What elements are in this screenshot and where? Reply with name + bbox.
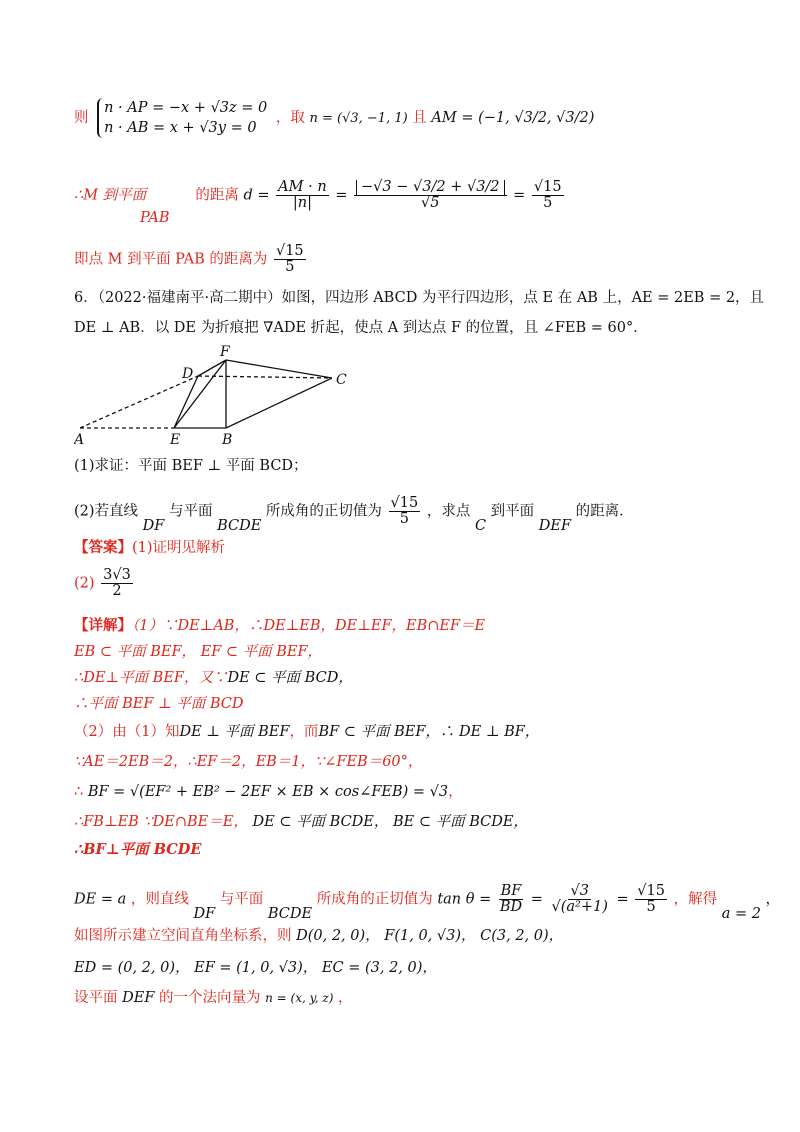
edge-df (198, 360, 226, 376)
text: 的距离． (575, 503, 634, 520)
equation-system (97, 98, 267, 138)
detail-12b: EF = (1, 0, √3)， (194, 960, 318, 976)
text: ，求点 (426, 503, 471, 520)
detail-3b: DE ⊂ 平面 BCD， (227, 670, 353, 686)
frac-den: 5 (646, 899, 656, 915)
text-conclusion: 即点 M 到平面 PAB 的距离为 (74, 251, 268, 268)
text-distance: 的距离 (195, 187, 239, 204)
detail-line-1 (74, 616, 485, 636)
fraction-tan (389, 496, 421, 527)
detail-label: 【详解】 (74, 617, 132, 634)
frac-den: 5 (399, 511, 409, 527)
detail-13d: n = (x, y, z) (265, 991, 334, 1005)
label-b: B (222, 432, 233, 448)
detail-10f: 所成角的正切值为 (316, 891, 433, 908)
fraction-abs (354, 180, 507, 211)
detail-7c: ， (448, 784, 463, 800)
text-df: DF (142, 517, 165, 534)
answer-2 (74, 568, 135, 599)
detail-3 (74, 668, 353, 688)
detail-5b: DE ⊥ 平面 BEF (179, 724, 290, 740)
detail-8 (74, 812, 528, 832)
answer-label: 【答案】 (74, 539, 132, 556)
frac-den: |n| (292, 195, 312, 211)
detail-13 (74, 988, 353, 1008)
abs-value: −√3 − √3/2 + √3/2 (356, 180, 505, 195)
edge-bc (226, 378, 332, 428)
detail-5e: ，∴ DE ⊥ BF， (425, 724, 540, 740)
frac-num: AM · n (278, 179, 327, 195)
frac-num: √3 (570, 883, 589, 899)
detail-6: ∵AE＝2EB＝2，∴EF＝2，EB＝1，∵∠FEB＝60°， (74, 754, 423, 770)
text: 与平面 (168, 503, 213, 520)
equation-1: n · AP = −x + √3z = 0 (104, 100, 268, 116)
detail-13a: 设平面 (74, 990, 118, 1006)
detail-10a: DE = a (74, 891, 127, 908)
detail-12c: EC = (3, 2, 0)， (321, 960, 437, 976)
detail-11d: C(3, 2, 0)， (480, 928, 564, 944)
line-conclusion (74, 244, 308, 275)
equation-2: n · AB = x + √3y = 0 (104, 120, 257, 136)
label-d: D (182, 366, 194, 382)
frac-num: √15 (637, 883, 665, 899)
geometry-figure (74, 340, 364, 450)
detail-11c: F(1, 0, √3)， (384, 928, 476, 944)
vector-am: AM = (−1, √3/2, √3/2) (431, 110, 595, 126)
detail-11b: D(0, 2, 0)， (296, 928, 380, 944)
text: (2)若直线 (74, 503, 139, 520)
frac-num (354, 180, 507, 196)
detail-9: ∴BF⊥平面 BCDE (74, 841, 202, 858)
frac-den: BD (499, 899, 523, 915)
detail-1: （1）∵DE⊥AB，∴DE⊥EB，DE⊥EF，EB∩EF＝E (132, 618, 486, 634)
detail-13e: ， (338, 990, 353, 1006)
label-c: C (336, 372, 347, 388)
label-a: A (74, 432, 85, 448)
frac-num: 3√3 (103, 567, 131, 583)
detail-10l: a = 2 (721, 905, 761, 922)
answer-line (74, 538, 225, 558)
text: 所成角的正切值为 (265, 503, 382, 520)
answer-1: (1)证明见解析 (132, 540, 226, 556)
detail-7b: BF = √(EF² + EB² − 2EF × EB × cos∠FEB) = √3 (87, 784, 449, 800)
text-def: DEF (538, 517, 572, 534)
detail-3a: ∴DE⊥平面 BEF，又∵ (74, 670, 228, 686)
detail-10b: ，则直线 (130, 891, 189, 908)
detail-5a: （2）由（1）知 (74, 724, 180, 740)
question-6-line-2: DE ⊥ AB．以 DE 为折痕把 ∇ADE 折起，使点 A 到达点 F 的位置，且 ∠FEB = 60°． (74, 320, 648, 336)
detail-10: DE = a ，则直线 DF 与平面 BCDE 所成角的正切值为 tan θ = $\frac{BF}{BD}$ = $\frac{√3}{\text{√(a²+1)}}$ = $\frac{√15}{5}$ ，解得 a = 2 ， (74, 883, 781, 922)
text-m-to-plane: ∴M 到平面 (74, 187, 147, 204)
detail-10k: ，解得 (673, 891, 718, 908)
text-ze: 则 (74, 110, 89, 126)
frac-num: √15 (390, 495, 419, 511)
detail-7a: ∴ (74, 784, 84, 800)
detail-11a: 如图所示建立空间直角坐标系，则 (74, 928, 292, 944)
text-pab: PAB (140, 210, 170, 226)
detail-11 (74, 926, 563, 946)
formula-d: d = (243, 187, 270, 204)
text-bcde: BCDE (217, 517, 262, 534)
text: 到平面 (490, 503, 535, 520)
fraction-result (532, 180, 564, 211)
fraction-answer-2 (101, 568, 133, 599)
detail-10e: BCDE (267, 905, 313, 922)
detail-5d: BF ⊂ 平面 BEF (318, 724, 426, 740)
detail-10d: 与平面 (219, 891, 264, 908)
text-c: C (474, 517, 487, 534)
detail-8a: ∴FB⊥EB ∵DE∩BE＝E， (74, 814, 248, 830)
edge-dc-dashed (198, 376, 332, 378)
detail-10c: DF (193, 905, 216, 922)
detail-10g: tan θ = (437, 891, 492, 908)
detail-8b: DE ⊂ 平面 BCDE， (252, 814, 389, 830)
normal-vector: n = (√3, −1, 1) (309, 111, 408, 126)
fraction-bf-bd (498, 884, 524, 915)
text-qie: 且 (412, 110, 427, 126)
label-f: F (220, 344, 230, 360)
edge-fc (226, 360, 332, 378)
question-6-part-2 (74, 495, 634, 534)
frac-num: √15 (533, 179, 562, 195)
detail-7 (74, 782, 463, 802)
frac-den: √(a²+1) (551, 899, 608, 915)
detail-13b: DEF (122, 990, 155, 1006)
answer-2-label: (2) (74, 575, 95, 592)
detail-2: EB ⊂ 平面 BEF， EF ⊂ 平面 BEF， (74, 644, 323, 660)
frac-den: √5 (421, 195, 440, 211)
fraction-am-n (276, 180, 328, 211)
label-e: E (170, 432, 181, 448)
frac-den: 2 (112, 583, 122, 599)
detail-12 (74, 958, 437, 978)
text-qu: ，取 (275, 110, 305, 126)
line-distance: ∴M 到平面 的距离 d = $\frac{AM \cdot n}{|n|}$ = $\frac{-√3 - √3/2 + √3/2}{√5}$ = $\frac{√15}{5}$ (74, 179, 562, 211)
fraction-conclusion (274, 244, 306, 275)
detail-5c: ，而 (289, 724, 319, 740)
detail-5 (74, 722, 539, 742)
fraction-sqrt3 (550, 884, 610, 915)
detail-10m: ， (765, 891, 781, 908)
question-6-line-1: 6．（2022·福建南平·高二期中）如图，四边形 ABCD 为平行四边形，点 E 在 AB 上，AE = 2EB = 2，且 (74, 290, 765, 306)
line-system (74, 98, 594, 138)
fraction-sqrt15 (635, 884, 667, 915)
detail-12a: ED = (0, 2, 0)， (74, 960, 190, 976)
detail-4: ∴平面 BEF ⊥ 平面 BCD (74, 696, 244, 712)
frac-num: BF (500, 883, 522, 899)
question-6-part-1: (1)求证：平面 BEF ⊥ 平面 BCD； (74, 458, 308, 474)
frac-den: 5 (543, 195, 553, 211)
frac-den: 5 (285, 259, 295, 275)
detail-8c: BE ⊂ 平面 BCDE， (392, 814, 528, 830)
detail-13c: 的一个法向量为 (159, 990, 261, 1006)
frac-num: √15 (275, 243, 304, 259)
